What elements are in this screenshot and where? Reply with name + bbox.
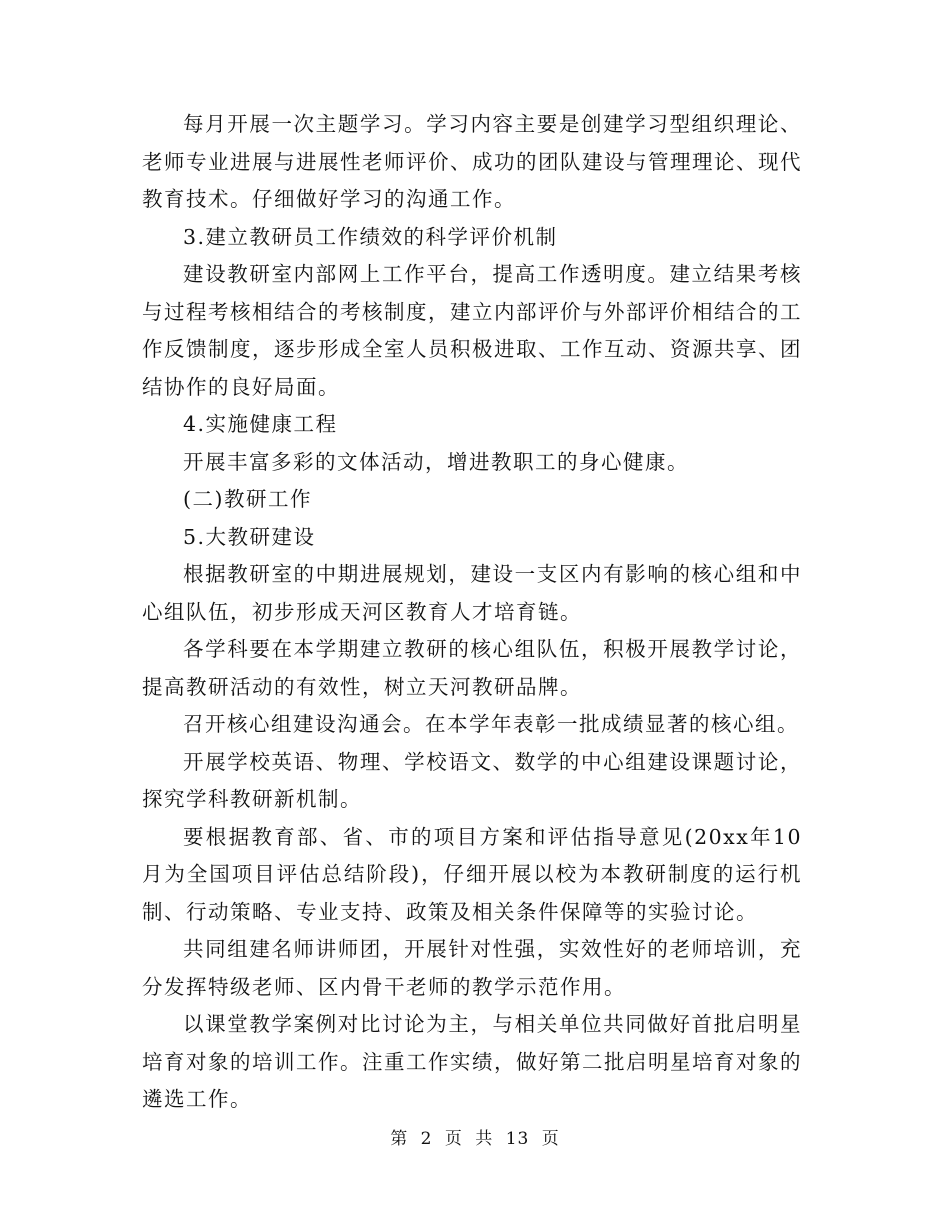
paragraph-center-group-topics: 开展学校英语、物理、学校语文、数学的中心组建设课题讨论，探究学科教研新机制。 xyxy=(142,749,802,811)
paragraph-project-evaluation: 要根据教育部、省、市的项目方案和评估指导意见(20xx年10月为全国项目评估总结阶段)，仔细开展以校为本教研制度的运行机制、行动策略、专业支持、政策及相关条件保障等的实验讨论。 xyxy=(142,824,802,924)
heading-evaluation-mechanism: 3.建立教研员工作绩效的科学评价机制 xyxy=(183,224,558,249)
heading-health-project: 4.实施健康工程 xyxy=(183,412,338,436)
paragraph-core-group-meeting: 召开核心组建设沟通会。在本学年表彰一批成绩显著的核心组。 xyxy=(183,712,799,736)
paragraph-lecturer-group: 共同组建名师讲师团，开展针对性强，实效性好的老师培训，充分发挥特级老师、区内骨干老师的教学示范作用。 xyxy=(142,937,802,999)
paragraph-case-study-training: 以课堂教学案例对比讨论为主，与相关单位共同做好首批启明星培育对象的培训工作。注重工作实绩，做好第二批启明星培育对象的遴选工作。 xyxy=(142,1012,802,1111)
page-number-footer: 第 2 页 共 13 页 xyxy=(390,1129,560,1149)
paragraph-study-content: 每月开展一次主题学习。学习内容主要是创建学习型组织理论、老师专业进展与进展性老师评价、成功的团队建设与管理理论、现代教育技术。仔细做好学习的沟通工作。 xyxy=(142,112,802,211)
heading-big-research-construction: 5.大教研建设 xyxy=(183,524,316,549)
paragraph-evaluation-platform: 建设教研室内部网上工作平台，提高工作透明度。建立结果考核与过程考核相结合的考核制度，建立内部评价与外部评价相结合的工作反馈制度，逐步形成全室人员积极进取、工作互动、资源共享、团结协作的良好局面。 xyxy=(142,262,802,399)
paragraph-core-group-plan: 根据教研室的中期进展规划，建设一支区内有影响的核心组和中心组队伍，初步形成天河区教育人才培育链。 xyxy=(142,562,802,624)
heading-teaching-research: (二)教研工作 xyxy=(183,487,312,511)
paragraph-health-activities: 开展丰富多彩的文体活动，增进教职工的身心健康。 xyxy=(183,449,689,474)
paragraph-subject-core-teams: 各学科要在本学期建立教研的核心组队伍，积极开展教学讨论，提高教研活动的有效性，树立天河教研品牌。 xyxy=(142,637,802,699)
document-body xyxy=(142,106,802,1119)
